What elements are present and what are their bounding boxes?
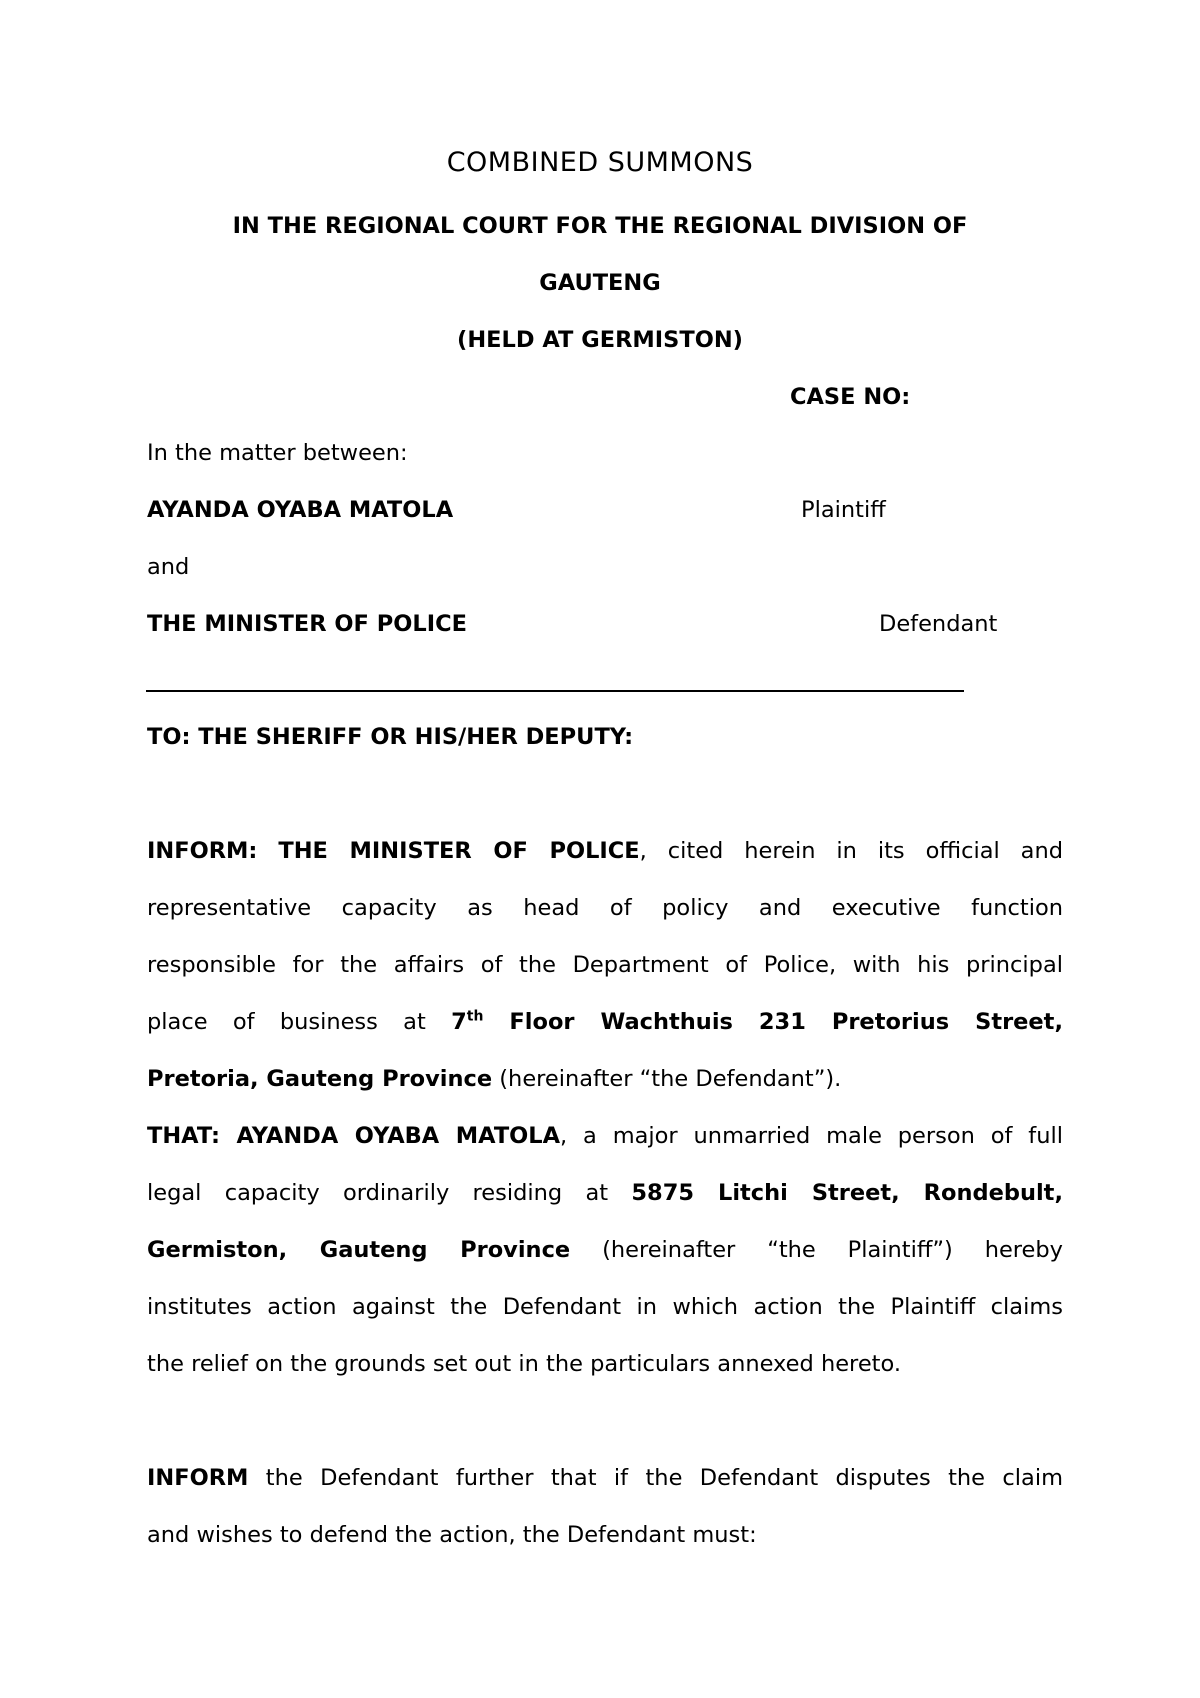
that-paragraph-line-2 bbox=[147, 1178, 1063, 1208]
defendant-name: THE MINISTER OF POLICE bbox=[147, 611, 467, 637]
that-paragraph-line-3 bbox=[147, 1235, 1063, 1265]
plaintiff-address-part-1: 5875 Litchi Street, Rondebult, bbox=[631, 1180, 1063, 1206]
case-number-label: CASE NO: bbox=[790, 384, 911, 410]
court-name-line-2: GAUTENG bbox=[539, 270, 661, 296]
inform-paragraph-line-2: representative capacity as head of policy and executive function bbox=[147, 895, 1063, 921]
further-inform-label: INFORM bbox=[147, 1465, 249, 1491]
separator-line bbox=[146, 690, 964, 692]
further-line-1-text: the Defendant further that if the Defendant disputes the claim bbox=[248, 1465, 1063, 1491]
plaintiff-role: Plaintiff bbox=[801, 497, 886, 523]
to-sheriff-line: TO: THE SHERIFF OR HIS/HER DEPUTY: bbox=[147, 724, 634, 750]
and-connector: and bbox=[147, 554, 190, 580]
inform-paragraph-line-1 bbox=[147, 836, 1063, 866]
defendant-address-part-1: 7th Floor Wachthuis 231 Pretorius Street, bbox=[451, 1008, 1063, 1035]
inform-line-4-text: place of business at bbox=[147, 1009, 452, 1035]
plaintiff-name: AYANDA OYABA MATOLA bbox=[147, 497, 454, 523]
that-paragraph-line-5: the relief on the grounds set out in the particulars annexed hereto. bbox=[147, 1351, 902, 1377]
defendant-role: Defendant bbox=[879, 611, 998, 637]
inform-paragraph-line-4 bbox=[147, 1007, 1063, 1037]
further-paragraph-line-2: and wishes to defend the action, the Defendant must: bbox=[147, 1522, 757, 1548]
that-line-1-text: , a major unmarried male person of full bbox=[560, 1123, 1063, 1149]
that-paragraph-line-4: institutes action against the Defendant in which action the Plaintiff claims bbox=[147, 1294, 1063, 1320]
inform-line-1-text: , cited herein in its official and bbox=[639, 838, 1064, 864]
document-title: COMBINED SUMMONS bbox=[446, 147, 754, 178]
matter-intro: In the matter between: bbox=[147, 440, 408, 466]
inform-party: THE MINISTER OF POLICE bbox=[278, 838, 640, 864]
that-paragraph-line-1 bbox=[147, 1121, 1063, 1151]
inform-paragraph-line-5 bbox=[147, 1064, 841, 1094]
inform-paragraph-line-3: responsible for the affairs of the Department of Police, with his principal bbox=[147, 952, 1063, 978]
held-at-line: (HELD AT GERMISTON) bbox=[457, 327, 743, 353]
defendant-address-part-2: Pretoria, Gauteng Province bbox=[147, 1066, 493, 1092]
that-label: THAT: AYANDA OYABA MATOLA bbox=[147, 1123, 561, 1149]
inform-line-5-text: (hereinafter “the Defendant”). bbox=[492, 1066, 842, 1092]
plaintiff-address-part-2: Germiston, Gauteng Province bbox=[147, 1237, 571, 1263]
that-line-2-text: legal capacity ordinarily residing at bbox=[147, 1180, 632, 1206]
further-paragraph-line-1 bbox=[147, 1463, 1063, 1493]
that-line-3-text: (hereinafter “the Plaintiff”) hereby bbox=[570, 1237, 1063, 1263]
court-name-line-1: IN THE REGIONAL COURT FOR THE REGIONAL DIVISION OF bbox=[232, 213, 968, 239]
inform-label: INFORM: bbox=[147, 838, 258, 864]
